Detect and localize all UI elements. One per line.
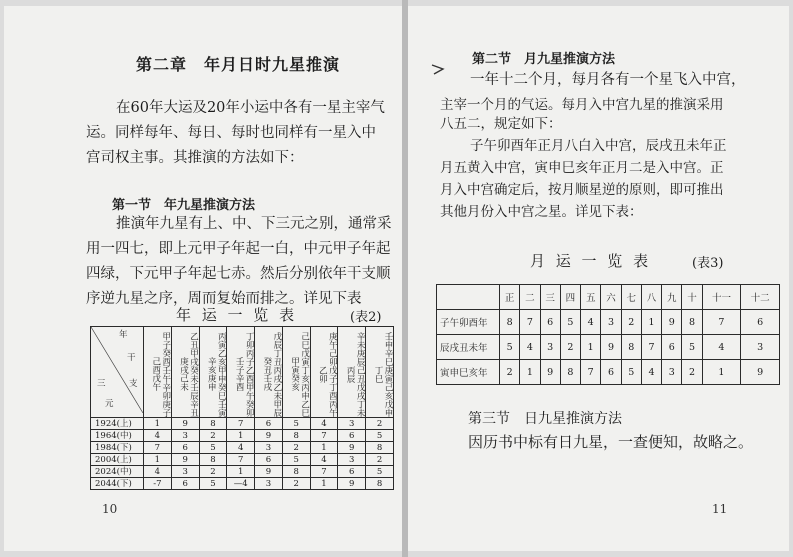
year-star-cell: 5 bbox=[366, 430, 394, 442]
year-star-cell: 7 bbox=[227, 454, 255, 466]
year-label: 2004(上) bbox=[91, 454, 144, 466]
year-star-cell: 6 bbox=[171, 442, 199, 454]
month-star-cell: 2 bbox=[500, 360, 520, 385]
month-star-cell: 5 bbox=[500, 335, 520, 360]
year-star-cell: 9 bbox=[338, 478, 366, 490]
year-star-cell: -7 bbox=[144, 478, 172, 490]
year-table-row bbox=[91, 454, 394, 466]
year-star-cell: 5 bbox=[282, 454, 310, 466]
year-star-cell: 4 bbox=[310, 418, 338, 430]
year-star-cell: 1 bbox=[227, 466, 255, 478]
corner-label-yuan: 元 bbox=[105, 399, 114, 409]
month-star-cell: 4 bbox=[520, 335, 540, 360]
year-star-cell: 6 bbox=[338, 430, 366, 442]
year-table-row bbox=[91, 442, 394, 454]
section2-line-3: 八五二，规定如下： bbox=[440, 116, 562, 132]
year-table-row bbox=[91, 466, 394, 478]
year-star-cell: 9 bbox=[255, 430, 283, 442]
year-star-cell: 9 bbox=[255, 466, 283, 478]
year-star-cell: 5 bbox=[366, 466, 394, 478]
year-star-cell: 6 bbox=[255, 454, 283, 466]
intro-line-1: 在60年大运及20年小运中各有一星主宰气 bbox=[116, 100, 385, 116]
month-star-cell: 5 bbox=[621, 360, 641, 385]
year-label: 2044(下) bbox=[91, 478, 144, 490]
year-star-cell: 2 bbox=[366, 454, 394, 466]
section3-title: 第三节 日九星推演方法 bbox=[468, 411, 622, 427]
year-star-cell: 2 bbox=[282, 442, 310, 454]
month-star-cell: 3 bbox=[540, 335, 560, 360]
month-header: 十一 bbox=[702, 285, 741, 310]
ganzhi-column-1: 甲子癸酉壬午辛卯庚子己酉戊午 bbox=[144, 327, 172, 418]
year-star-cell: 8 bbox=[199, 418, 227, 430]
year-fortune-table bbox=[90, 326, 394, 490]
section2-line-7: 其他月份入中宫之星。详见下表： bbox=[440, 204, 643, 220]
month-header: 三 bbox=[540, 285, 560, 310]
year-star-cell: 4 bbox=[144, 466, 172, 478]
intro-line-3: 宫司权主事。其推演的方法如下： bbox=[86, 150, 304, 166]
ganzhi-column-6: 己巳戊寅丁亥丙申乙巳甲寅癸亥 bbox=[282, 327, 310, 418]
month-header: 二 bbox=[520, 285, 540, 310]
year-star-cell: 3 bbox=[338, 418, 366, 430]
year-star-cell: 3 bbox=[255, 442, 283, 454]
month-star-cell: 9 bbox=[662, 310, 682, 335]
month-star-cell: 7 bbox=[702, 310, 741, 335]
year-star-cell: 8 bbox=[282, 466, 310, 478]
section2-title: 第二节 月九星推演方法 bbox=[472, 52, 616, 67]
year-star-cell: 2 bbox=[199, 466, 227, 478]
month-star-cell: 6 bbox=[741, 310, 780, 335]
month-row-label: 寅申巳亥年 bbox=[437, 360, 500, 385]
year-star-cell: 1 bbox=[310, 442, 338, 454]
chapter-title: 第二章 年月日时九星推演 bbox=[136, 55, 341, 74]
month-header: 八 bbox=[641, 285, 661, 310]
left-page-number: 10 bbox=[102, 502, 118, 516]
ganzhi-column-3: 丙寅乙亥甲申癸巳壬寅辛亥庚申 bbox=[199, 327, 227, 418]
corner-label-nian: 年 bbox=[119, 330, 128, 340]
month-table-header-row bbox=[437, 285, 780, 310]
year-star-cell: 1 bbox=[310, 478, 338, 490]
pen-mark-icon bbox=[430, 62, 446, 76]
year-star-cell: 5 bbox=[199, 442, 227, 454]
right-page bbox=[408, 6, 789, 551]
month-star-cell: 7 bbox=[641, 335, 661, 360]
month-header: 十二 bbox=[741, 285, 780, 310]
corner-label-san: 三 bbox=[97, 379, 106, 389]
year-star-cell: 4 bbox=[310, 454, 338, 466]
year-label: 2024(中) bbox=[91, 466, 144, 478]
year-star-cell: 2 bbox=[199, 430, 227, 442]
year-star-cell: 6 bbox=[255, 418, 283, 430]
corner-label-zhi: 支 bbox=[129, 379, 138, 389]
month-header: 正 bbox=[500, 285, 520, 310]
month-star-cell: 3 bbox=[601, 310, 621, 335]
month-star-cell: 1 bbox=[581, 335, 601, 360]
section1-line-2: 用一四七，即上元甲子年起一白，中元甲子年起 bbox=[86, 241, 391, 257]
month-table-row bbox=[437, 360, 780, 385]
section1-line-1: 推演年九星有上、中、下三元之别，通常采 bbox=[116, 216, 392, 232]
month-star-cell: 8 bbox=[621, 335, 641, 360]
year-table-row bbox=[91, 418, 394, 430]
year-star-cell: 3 bbox=[338, 454, 366, 466]
ganzhi-column-8: 辛未庚辰己丑戊戌丁未丙辰 bbox=[338, 327, 366, 418]
month-star-cell: 5 bbox=[560, 310, 580, 335]
year-star-cell: 5 bbox=[282, 418, 310, 430]
month-star-cell: 7 bbox=[520, 310, 540, 335]
left-page bbox=[4, 6, 402, 551]
corner-diagonal bbox=[91, 327, 143, 413]
month-header: 七 bbox=[621, 285, 641, 310]
month-star-cell: 2 bbox=[682, 360, 702, 385]
section2-line-2: 主宰一个月的气运。每月入中宫九星的推演采用 bbox=[440, 97, 724, 113]
year-star-cell: 6 bbox=[171, 478, 199, 490]
month-table-number: (表3) bbox=[692, 256, 724, 271]
year-star-cell: 2 bbox=[366, 418, 394, 430]
month-header: 四 bbox=[560, 285, 580, 310]
year-label: 1924(上) bbox=[91, 418, 144, 430]
section3-text: 因历书中标有日九星，一查便知，故略之。 bbox=[468, 433, 754, 451]
year-star-cell: 3 bbox=[255, 478, 283, 490]
section1-line-3: 四绿，下元甲子年起七赤。然后分别依年干支顺 bbox=[86, 266, 391, 282]
section2-line-4: 子午卯酉年正月八白入中宫，辰戌丑未年正 bbox=[470, 138, 727, 154]
year-star-cell: 6 bbox=[338, 466, 366, 478]
corner-label-gan: 干 bbox=[127, 353, 136, 363]
year-star-cell: 9 bbox=[338, 442, 366, 454]
month-header: 五 bbox=[581, 285, 601, 310]
month-star-cell: 9 bbox=[601, 335, 621, 360]
month-star-cell: 3 bbox=[662, 360, 682, 385]
month-star-cell: 3 bbox=[741, 335, 780, 360]
year-star-cell: 5 bbox=[199, 478, 227, 490]
year-star-cell: 2 bbox=[282, 478, 310, 490]
month-table-corner bbox=[437, 285, 500, 310]
year-label: 1984(下) bbox=[91, 442, 144, 454]
year-star-cell: 8 bbox=[199, 454, 227, 466]
year-star-cell: 7 bbox=[310, 430, 338, 442]
month-star-cell: 6 bbox=[601, 360, 621, 385]
ganzhi-column-5: 戊辰丁丑丙戌乙未甲辰癸丑壬戌 bbox=[255, 327, 283, 418]
section2-line-5: 月五黄入中宫，寅申巳亥年正月二是入中宫。正 bbox=[440, 160, 724, 176]
month-table-row bbox=[437, 335, 780, 360]
year-star-cell: 8 bbox=[366, 442, 394, 454]
month-fortune-table bbox=[436, 284, 780, 385]
year-table-header-row bbox=[91, 327, 394, 418]
section2-line-6: 月入中宫确定后，按月顺星逆的原则，即可推出 bbox=[440, 182, 724, 198]
month-star-cell: 4 bbox=[581, 310, 601, 335]
month-star-cell: 9 bbox=[540, 360, 560, 385]
year-star-cell: 1 bbox=[144, 454, 172, 466]
month-table-row bbox=[437, 310, 780, 335]
year-star-cell: 9 bbox=[171, 418, 199, 430]
month-star-cell: 4 bbox=[702, 335, 741, 360]
month-star-cell: 6 bbox=[662, 335, 682, 360]
year-table-corner bbox=[91, 327, 144, 418]
year-table-number: (表2) bbox=[350, 310, 382, 325]
month-row-label: 辰戌丑未年 bbox=[437, 335, 500, 360]
month-star-cell: 9 bbox=[741, 360, 780, 385]
year-star-cell: 7 bbox=[144, 442, 172, 454]
month-header: 九 bbox=[662, 285, 682, 310]
ganzhi-column-2: 乙丑甲戌癸未壬辰辛丑庚戌己未 bbox=[171, 327, 199, 418]
year-star-cell: 8 bbox=[366, 478, 394, 490]
ganzhi-column-9: 壬申辛巳庚寅己亥戊申丁巳 bbox=[366, 327, 394, 418]
month-star-cell: 8 bbox=[500, 310, 520, 335]
year-star-cell: 3 bbox=[171, 430, 199, 442]
section1-title: 第一节 年九星推演方法 bbox=[112, 198, 256, 213]
month-star-cell: 1 bbox=[641, 310, 661, 335]
section1-line-4: 序逆九星之序，周而复始而排之。详见下表 bbox=[86, 291, 362, 307]
month-star-cell: 5 bbox=[682, 335, 702, 360]
year-star-cell: 1 bbox=[227, 430, 255, 442]
month-star-cell: 1 bbox=[702, 360, 741, 385]
year-star-cell: 1 bbox=[144, 418, 172, 430]
month-table-title: 月 运 一 览 表 bbox=[530, 252, 652, 270]
month-star-cell: 4 bbox=[641, 360, 661, 385]
ganzhi-column-4: 丁卯丙子乙酉甲午癸卯壬子辛酉 bbox=[227, 327, 255, 418]
month-star-cell: 7 bbox=[581, 360, 601, 385]
month-header: 十 bbox=[682, 285, 702, 310]
year-star-cell: 4 bbox=[227, 442, 255, 454]
year-label: 1964(中) bbox=[91, 430, 144, 442]
year-table-row bbox=[91, 430, 394, 442]
month-star-cell: 8 bbox=[682, 310, 702, 335]
month-header: 六 bbox=[601, 285, 621, 310]
year-star-cell: —4 bbox=[227, 478, 255, 490]
ganzhi-column-7: 庚午己卯戊子丁酉丙午乙卯 bbox=[310, 327, 338, 418]
intro-line-2: 运。同样每年、每日、每时也同样有一星入中 bbox=[86, 125, 376, 141]
section2-line-1: 一年十二个月，每月各有一个星飞入中宫， bbox=[470, 72, 746, 88]
right-page-number: 11 bbox=[712, 502, 728, 516]
month-star-cell: 8 bbox=[560, 360, 580, 385]
year-star-cell: 7 bbox=[227, 418, 255, 430]
month-row-label: 子午卯酉年 bbox=[437, 310, 500, 335]
year-table-row bbox=[91, 478, 394, 490]
year-star-cell: 4 bbox=[144, 430, 172, 442]
year-star-cell: 7 bbox=[310, 466, 338, 478]
month-star-cell: 2 bbox=[560, 335, 580, 360]
year-star-cell: 3 bbox=[171, 466, 199, 478]
month-star-cell: 6 bbox=[540, 310, 560, 335]
month-star-cell: 2 bbox=[621, 310, 641, 335]
month-star-cell: 1 bbox=[520, 360, 540, 385]
year-star-cell: 8 bbox=[282, 430, 310, 442]
year-table-title: 年 运 一 览 表 bbox=[176, 306, 298, 324]
year-star-cell: 9 bbox=[171, 454, 199, 466]
